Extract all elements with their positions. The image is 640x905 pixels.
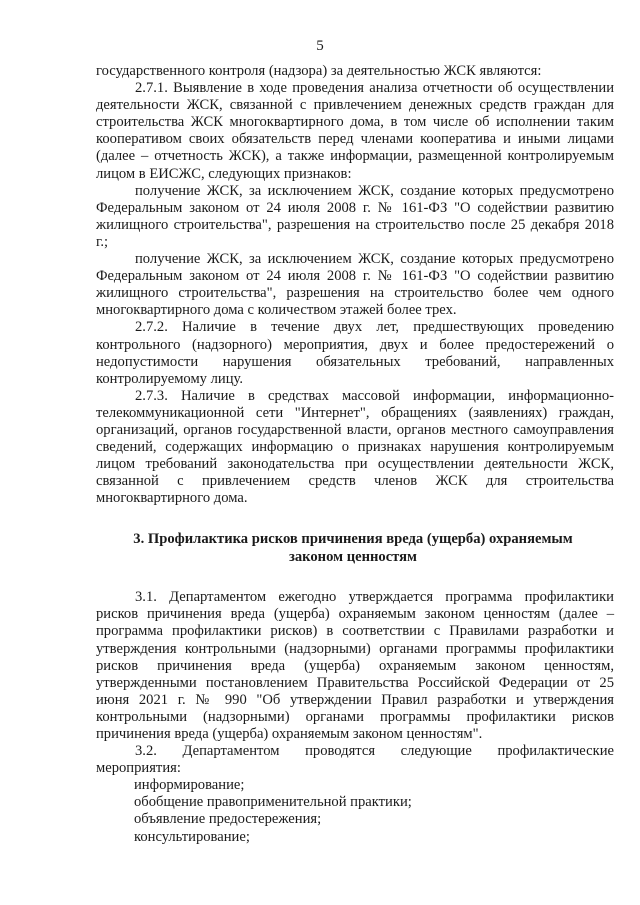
- paragraph-3-2: 3.2. Департаментом проводятся следующие профилактические мероприятия:: [96, 743, 614, 777]
- paragraph-continuation: государственного контроля (надзора) за деятельностью ЖСК являются:: [96, 63, 542, 79]
- list-item-informing: информирование;: [134, 777, 245, 794]
- list-item-consulting: консультирование;: [134, 828, 250, 845]
- list-item-generalization: обобщение правоприменительной практики;: [134, 794, 412, 811]
- paragraph-sign-2: получение ЖСК, за исключением ЖСК, создание которых предусмотрено Федеральным законом от 24 июля 2008 г. № 161-ФЗ "О содействии развитию жилищного строительства", разрешения на строительство более чем одного многоквартирного дома с количеством этажей более трех.: [96, 251, 614, 319]
- section-heading: 3. Профилактика рисков причинения вреда (ущерба) охраняемым законом ценностям: [133, 531, 573, 565]
- list-item-warning: объявление предостережения;: [134, 811, 322, 828]
- page-number: 5: [316, 38, 324, 54]
- paragraph-2-7-1: 2.7.1. Выявление в ходе проведения анализа отчетности об осуществлении деятельности ЖСК, связанной с привлечением денежных средств граждан для строительства ЖСК многоквартирного дома, в том числе об исполнении таким кооперативом своих обязательств перед членами кооператива и иными лицами (далее – отчетность ЖСК), а также информации, размещенной контролируемым лицом в ЕИСЖС, следующих признаков:: [96, 80, 614, 182]
- paragraph-2-7-3: 2.7.3. Наличие в средствах массовой информации, информационно-телекоммуникационной сети "Интернет", обращениях (заявлениях) граждан, организаций, органов государственной власти, органов местного самоуправления сведений, содержащих информацию о признаках нарушения контролируемым лицом требований законодательства при осуществлении деятельности ЖСК, связанной с привлечением средств членов ЖСК для строительства многоквартирного дома.: [96, 387, 614, 507]
- document-body: [96, 63, 614, 846]
- paragraph-3-1: 3.1. Департаментом ежегодно утверждается программа профилактики рисков причинения вреда (ущерба) охраняемым законом ценностям (далее – программа профилактики рисков) в соответствии с Правилами разработки и утверждения контрольными (надзорными) органами программы профилактики рисков причинения вреда (ущерба) охраняемым законом ценностям, утвержденными постановлением Правительства Российской Федерации от 25 июня 2021 г. № 990 "Об утверждении Правил разработки и утверждения контрольными (надзорными) органами программы профилактики рисков причинения вреда (ущерба) охраняемым законом ценностям".: [96, 589, 614, 742]
- paragraph-2-7-2: 2.7.2. Наличие в течение двух лет, предшествующих проведению контрольного (надзорного) мероприятия, двух и более предостережений о недопустимости нарушения обязательных требований, направленных контролируемому лицу.: [96, 319, 614, 387]
- paragraph-sign-1: получение ЖСК, за исключением ЖСК, создание которых предусмотрено Федеральным законом от 24 июля 2008 г. № 161-ФЗ "О содействии развитию жилищного строительства", разрешения на строительство после 25 декабря 2018 г.;: [96, 182, 614, 250]
